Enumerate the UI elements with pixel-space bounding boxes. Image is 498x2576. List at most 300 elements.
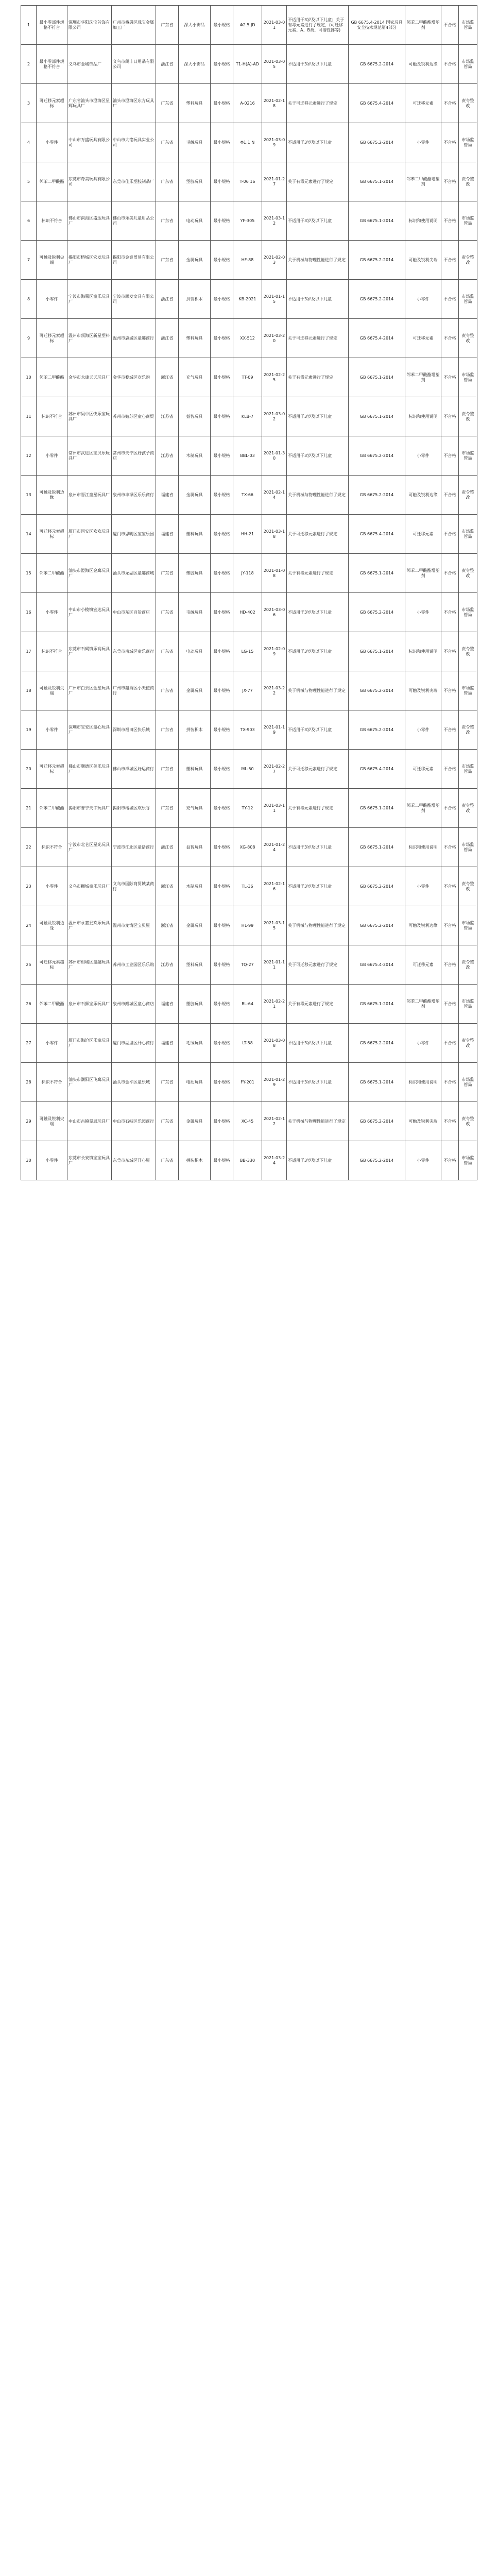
standard-code: GB 6675.2-2014 (349, 1141, 405, 1180)
model: JX-77 (233, 671, 262, 710)
province: 江苏省 (156, 397, 179, 436)
standard-code: GB 6675.1-2014 (349, 358, 405, 397)
model: T1-H(A)-AD (233, 45, 262, 84)
failed-item: 可触及锐利边缘 (405, 476, 441, 515)
seller: 苏州市工业园区乐乐购 (112, 945, 156, 985)
category: 最小零部件规格不符合 (37, 6, 67, 45)
standard-desc: 关于可迁移元素进行了规定 (287, 515, 349, 554)
product-name: 塑料玩具 (179, 319, 211, 358)
standard-code: GB 6675.1-2014 (349, 789, 405, 828)
product-name: 益智玩具 (179, 828, 211, 867)
category: 最小零部件规格不符合 (37, 45, 67, 84)
standard-code: GB 6675.1-2014 (349, 554, 405, 593)
province: 浙江省 (156, 280, 179, 319)
row-number: 9 (21, 319, 37, 358)
handling: 责令整改 (459, 241, 477, 280)
handling: 责令整改 (459, 1024, 477, 1063)
standard-code: GB 6675.4-2014 (349, 515, 405, 554)
result: 不合格 (441, 162, 459, 201)
standard-code: GB 6675.2-2014 (349, 671, 405, 710)
model: BBL-03 (233, 436, 262, 476)
table-row (21, 436, 477, 476)
category: 小零件 (37, 593, 67, 632)
product-name: 电动玩具 (179, 201, 211, 241)
row-number: 7 (21, 241, 37, 280)
handling: 市场监管局 (459, 750, 477, 789)
category: 可触及锐利边缘 (37, 476, 67, 515)
seller: 泉州市丰泽区乐乐商行 (112, 476, 156, 515)
category: 可迁移元素超标 (37, 84, 67, 123)
table-row (21, 397, 477, 436)
production-date: 2021-03-12 (262, 201, 287, 241)
handling: 责令整改 (459, 632, 477, 671)
manufacturer: 金华市永康天天玩具厂 (67, 358, 112, 397)
handling: 责令整改 (459, 867, 477, 906)
standard-desc: 不适用于3岁及以下儿童 (287, 632, 349, 671)
province: 广东省 (156, 1063, 179, 1102)
spec-type: 最小规格 (211, 397, 233, 436)
handling: 责令整改 (459, 319, 477, 358)
model: KB-2021 (233, 280, 262, 319)
result: 不合格 (441, 632, 459, 671)
model: BB-330 (233, 1141, 262, 1180)
manufacturer: 深圳市宝安区童心玩具厂 (67, 710, 112, 750)
province: 浙江省 (156, 45, 179, 84)
spec-type: 最小规格 (211, 6, 233, 45)
product-name: 塑料玩具 (179, 945, 211, 985)
model: Φ2.5 JD (233, 6, 262, 45)
failed-item: 小零件 (405, 1024, 441, 1063)
standard-code: GB 6675.2-2014 (349, 241, 405, 280)
standard-desc: 不适用于3岁及以下儿童 (287, 710, 349, 750)
province: 广东省 (156, 6, 179, 45)
row-number: 5 (21, 162, 37, 201)
table-row (21, 710, 477, 750)
spec-type: 最小规格 (211, 436, 233, 476)
failed-item: 标识和使用说明 (405, 828, 441, 867)
row-number: 3 (21, 84, 37, 123)
seller: 佛山市乐美儿童用品公司 (112, 201, 156, 241)
failed-item: 小零件 (405, 436, 441, 476)
standard-code: GB 6675.2-2014 (349, 1102, 405, 1141)
product-name: 拼装积木 (179, 280, 211, 319)
category: 小零件 (37, 1024, 67, 1063)
handling: 市场监管局 (459, 985, 477, 1024)
handling: 市场监管局 (459, 671, 477, 710)
category: 可迁移元素超标 (37, 515, 67, 554)
product-name: 拼装积木 (179, 1141, 211, 1180)
model: XC-45 (233, 1102, 262, 1141)
table-row (21, 1024, 477, 1063)
manufacturer: 常州市武进区宝贝乐玩具厂 (67, 436, 112, 476)
seller: 揭阳市榕城区欢乐谷 (112, 789, 156, 828)
manufacturer: 宁波市海曙区童乐玩具厂 (67, 280, 112, 319)
manufacturer: 揭阳市榕城区宏发玩具厂 (67, 241, 112, 280)
production-date: 2021-01-24 (262, 828, 287, 867)
seller: 中山市大铭玩具实业公司 (112, 123, 156, 162)
standard-code: GB 6675.4-2014 (349, 84, 405, 123)
spec-type: 最小规格 (211, 985, 233, 1024)
handling: 市场监管局 (459, 828, 477, 867)
seller: 中山市石岐区乐园商行 (112, 1102, 156, 1141)
spec-type: 最小规格 (211, 710, 233, 750)
row-number: 14 (21, 515, 37, 554)
standard-desc: 不适用于3岁及以下儿童 (287, 867, 349, 906)
failed-item: 可触及锐利边缘 (405, 45, 441, 84)
standard-desc: 关于有毒元素进行了规定 (287, 554, 349, 593)
standard-desc: 关于可迁移元素进行了规定 (287, 750, 349, 789)
seller: 佛山市禅城区好运商行 (112, 750, 156, 789)
result: 不合格 (441, 750, 459, 789)
table-row (21, 789, 477, 828)
spec-type: 最小规格 (211, 1102, 233, 1141)
province: 福建省 (156, 985, 179, 1024)
table-row (21, 1102, 477, 1141)
province: 广东省 (156, 123, 179, 162)
model: HL-99 (233, 906, 262, 945)
production-date: 2021-02-27 (262, 750, 287, 789)
table-row (21, 358, 477, 397)
standard-code: GB 6675.2-2014 (349, 1024, 405, 1063)
failed-item: 标识和使用说明 (405, 397, 441, 436)
failed-item: 可触及锐利边缘 (405, 906, 441, 945)
product-name: 塑料玩具 (179, 750, 211, 789)
failed-item: 可触及锐利尖端 (405, 241, 441, 280)
row-number: 4 (21, 123, 37, 162)
seller: 义乌市国际商贸城某商行 (112, 867, 156, 906)
province: 浙江省 (156, 358, 179, 397)
seller: 苏州市姑苏区童心商贸 (112, 397, 156, 436)
production-date: 2021-03-02 (262, 397, 287, 436)
production-date: 2021-01-08 (262, 554, 287, 593)
spec-type: 最小规格 (211, 241, 233, 280)
result: 不合格 (441, 280, 459, 319)
province: 浙江省 (156, 867, 179, 906)
product-name: 金属玩具 (179, 241, 211, 280)
result: 不合格 (441, 789, 459, 828)
production-date: 2021-03-09 (262, 123, 287, 162)
manufacturer: 泉州市晋江童星玩具厂 (67, 476, 112, 515)
production-date: 2021-02-03 (262, 241, 287, 280)
product-name: 木制玩具 (179, 436, 211, 476)
result: 不合格 (441, 476, 459, 515)
standard-desc: 不适用于3岁及以下儿童 (287, 436, 349, 476)
production-date: 2021-03-24 (262, 1141, 287, 1180)
standard-desc: 关于有毒元素进行了规定 (287, 985, 349, 1024)
product-name: 金属玩具 (179, 1102, 211, 1141)
table-row (21, 6, 477, 45)
table-row (21, 241, 477, 280)
standard-desc: 关于机械与物理性能进行了规定 (287, 906, 349, 945)
failed-item: 邻苯二甲酸酯增塑剂 (405, 554, 441, 593)
standard-desc: 不适用于3岁及以下儿童 (287, 1141, 349, 1180)
province: 广东省 (156, 1102, 179, 1141)
table-row (21, 162, 477, 201)
spec-type: 最小规格 (211, 358, 233, 397)
province: 江苏省 (156, 945, 179, 985)
handling: 市场监管局 (459, 906, 477, 945)
spec-type: 最小规格 (211, 593, 233, 632)
handling: 市场监管局 (459, 6, 477, 45)
result: 不合格 (441, 554, 459, 593)
manufacturer: 苏州市相城区童趣玩具厂 (67, 945, 112, 985)
category: 可迁移元素超标 (37, 319, 67, 358)
category: 邻苯二甲酸酯 (37, 162, 67, 201)
manufacturer: 厦门市海沧区乐童玩具厂 (67, 1024, 112, 1063)
table-row (21, 867, 477, 906)
category: 标识不符合 (37, 397, 67, 436)
standard-desc: 不适用于3岁及以下儿童 (287, 1063, 349, 1102)
manufacturer: 广州市白云区金星玩具厂 (67, 671, 112, 710)
spec-type: 最小规格 (211, 123, 233, 162)
failed-item: 标识和使用说明 (405, 201, 441, 241)
category: 可迁移元素超标 (37, 945, 67, 985)
standard-code: GB 6675.2-2014 (349, 45, 405, 84)
spec-type: 最小规格 (211, 945, 233, 985)
production-date: 2021-01-29 (262, 1063, 287, 1102)
result: 不合格 (441, 828, 459, 867)
province: 广东省 (156, 201, 179, 241)
production-date: 2021-02-14 (262, 476, 287, 515)
product-name: 充气玩具 (179, 358, 211, 397)
handling: 市场监管局 (459, 45, 477, 84)
manufacturer: 义乌市稠城童乐玩具厂 (67, 867, 112, 906)
seller: 中山市东区百货商店 (112, 593, 156, 632)
table-row (21, 750, 477, 789)
production-date: 2021-03-06 (262, 593, 287, 632)
seller: 广州市越秀区小天使商行 (112, 671, 156, 710)
handling: 市场监管局 (459, 280, 477, 319)
manufacturer: 东莞市长安镇宝宝玩具厂 (67, 1141, 112, 1180)
result: 不合格 (441, 1141, 459, 1180)
production-date: 2021-01-15 (262, 280, 287, 319)
product-name: 金属玩具 (179, 671, 211, 710)
category: 可触及锐利尖端 (37, 1102, 67, 1141)
model: YF-305 (233, 201, 262, 241)
standard-desc: 关于有毒元素进行了规定 (287, 358, 349, 397)
model: TQ-27 (233, 945, 262, 985)
spec-type: 最小规格 (211, 476, 233, 515)
province: 江苏省 (156, 436, 179, 476)
spec-type: 最小规格 (211, 515, 233, 554)
spec-type: 最小规格 (211, 828, 233, 867)
standard-desc: 关于可迁移元素进行了规定 (287, 945, 349, 985)
province: 广东省 (156, 1141, 179, 1180)
production-date: 2021-02-25 (262, 358, 287, 397)
category: 邻苯二甲酸酯 (37, 985, 67, 1024)
seller: 泉州市鲤城区童心商店 (112, 985, 156, 1024)
manufacturer: 深圳市华阳珠宝首饰有限公司 (67, 6, 112, 45)
seller: 东莞市南城区童乐商行 (112, 632, 156, 671)
standard-desc: 关于机械与物理性能进行了规定 (287, 476, 349, 515)
category: 邻苯二甲酸酯 (37, 358, 67, 397)
province: 广东省 (156, 554, 179, 593)
production-date: 2021-03-15 (262, 906, 287, 945)
production-date: 2021-01-27 (262, 162, 287, 201)
province: 广东省 (156, 671, 179, 710)
category: 可迁移元素超标 (37, 750, 67, 789)
table-row (21, 476, 477, 515)
production-date: 2021-02-12 (262, 1102, 287, 1141)
manufacturer: 宁波市北仑区星光玩具厂 (67, 828, 112, 867)
failed-item: 邻苯二甲酸酯增塑剂 (405, 985, 441, 1024)
seller: 汕头市龙湖区童趣商城 (112, 554, 156, 593)
handling: 责令整改 (459, 84, 477, 123)
row-number: 15 (21, 554, 37, 593)
row-number: 13 (21, 476, 37, 515)
model: TX-903 (233, 710, 262, 750)
standard-code: GB 6675.2-2014 (349, 710, 405, 750)
production-date: 2021-03-01 (262, 6, 287, 45)
spec-type: 最小规格 (211, 671, 233, 710)
row-number: 8 (21, 280, 37, 319)
province: 广东省 (156, 593, 179, 632)
result: 不合格 (441, 6, 459, 45)
row-number: 12 (21, 436, 37, 476)
seller: 东莞市佳乐塑胶制品厂 (112, 162, 156, 201)
failed-item: 小零件 (405, 1141, 441, 1180)
manufacturer: 中山市小榄镇宏达玩具厂 (67, 593, 112, 632)
product-name: 深大小饰品 (179, 45, 211, 84)
seller: 常州市天宁区好孩子商店 (112, 436, 156, 476)
table-row (21, 280, 477, 319)
product-name: 毛绒玩具 (179, 593, 211, 632)
row-number: 6 (21, 201, 37, 241)
table-row (21, 906, 477, 945)
spec-type: 最小规格 (211, 84, 233, 123)
production-date: 2021-01-30 (262, 436, 287, 476)
production-date: 2021-03-20 (262, 319, 287, 358)
manufacturer: 中山市万盛玩具有限公司 (67, 123, 112, 162)
province: 福建省 (156, 476, 179, 515)
product-name: 塑胶玩具 (179, 554, 211, 593)
production-date: 2021-03-22 (262, 671, 287, 710)
province: 广东省 (156, 84, 179, 123)
spec-type: 最小规格 (211, 280, 233, 319)
row-number: 25 (21, 945, 37, 985)
standard-code: GB 6675.2-2014 (349, 280, 405, 319)
province: 浙江省 (156, 828, 179, 867)
product-name: 益智玩具 (179, 397, 211, 436)
handling: 市场监管局 (459, 436, 477, 476)
standard-code: GB 6675.1-2014 (349, 1063, 405, 1102)
production-date: 2021-03-18 (262, 515, 287, 554)
model: ML-50 (233, 750, 262, 789)
result: 不合格 (441, 1102, 459, 1141)
product-name: 金属玩具 (179, 906, 211, 945)
result: 不合格 (441, 593, 459, 632)
results-table (21, 5, 477, 1180)
row-number: 29 (21, 1102, 37, 1141)
seller: 温州市龙湾区宝贝屋 (112, 906, 156, 945)
standard-desc: 不适用于3岁及以下儿童 (287, 1024, 349, 1063)
product-name: 拼装积木 (179, 710, 211, 750)
model: KLB-7 (233, 397, 262, 436)
province: 福建省 (156, 515, 179, 554)
product-name: 木制玩具 (179, 867, 211, 906)
table-row (21, 671, 477, 710)
production-date: 2021-01-11 (262, 945, 287, 985)
province: 广东省 (156, 632, 179, 671)
failed-item: 小零件 (405, 123, 441, 162)
seller: 义乌市朗丰日用品有限公司 (112, 45, 156, 84)
handling: 市场监管局 (459, 1063, 477, 1102)
table-row (21, 1063, 477, 1102)
product-name: 塑料玩具 (179, 84, 211, 123)
province: 广东省 (156, 750, 179, 789)
standard-desc: 不适用于3岁及以下儿童；关于有毒元素进行了规定，(可迁移元素、A、B类、可溶性锑等) (287, 6, 349, 45)
failed-item: 小零件 (405, 280, 441, 319)
product-name: 毛绒玩具 (179, 1024, 211, 1063)
row-number: 23 (21, 867, 37, 906)
spec-type: 最小规格 (211, 201, 233, 241)
province: 浙江省 (156, 319, 179, 358)
spec-type: 最小规格 (211, 789, 233, 828)
handling: 责令整改 (459, 554, 477, 593)
standard-desc: 不适用于3岁及以下儿童 (287, 123, 349, 162)
row-number: 24 (21, 906, 37, 945)
manufacturer: 义乌市金城饰品厂 (67, 45, 112, 84)
handling: 市场监管局 (459, 201, 477, 241)
standard-desc: 不适用于3岁及以下儿童 (287, 397, 349, 436)
table-row (21, 123, 477, 162)
model: HF-88 (233, 241, 262, 280)
seller: 揭阳市金泰贸易有限公司 (112, 241, 156, 280)
standard-code: GB 6675.2-2014 (349, 593, 405, 632)
table-row (21, 985, 477, 1024)
handling: 责令整改 (459, 162, 477, 201)
standard-code: GB 6675.1-2014 (349, 828, 405, 867)
row-number: 21 (21, 789, 37, 828)
table-row (21, 45, 477, 84)
seller: 宁波市顺发文具有限公司 (112, 280, 156, 319)
model: LT-58 (233, 1024, 262, 1063)
category: 标识不符合 (37, 1063, 67, 1102)
manufacturer: 汕头市澄海区金鹰玩具厂 (67, 554, 112, 593)
failed-item: 可迁移元素 (405, 84, 441, 123)
result: 不合格 (441, 945, 459, 985)
model: A-0216 (233, 84, 262, 123)
seller: 温州市鹿城区童趣商行 (112, 319, 156, 358)
result: 不合格 (441, 867, 459, 906)
handling: 责令整改 (459, 397, 477, 436)
handling: 市场监管局 (459, 358, 477, 397)
model: HD-402 (233, 593, 262, 632)
failed-item: 小零件 (405, 867, 441, 906)
row-number: 26 (21, 985, 37, 1024)
product-name: 深大小饰品 (179, 6, 211, 45)
spec-type: 最小规格 (211, 632, 233, 671)
standard-code: GB 6675.1-2014 (349, 985, 405, 1024)
row-number: 10 (21, 358, 37, 397)
row-number: 2 (21, 45, 37, 84)
seller: 深圳市福田区快乐城 (112, 710, 156, 750)
failed-item: 可触及锐利尖端 (405, 671, 441, 710)
product-name: 充气玩具 (179, 789, 211, 828)
failed-item: 标识和使用说明 (405, 632, 441, 671)
standard-code: GB 6675.2-2014 (349, 123, 405, 162)
result: 不合格 (441, 84, 459, 123)
standard-desc: 关于有毒元素进行了规定 (287, 162, 349, 201)
table-row (21, 84, 477, 123)
category: 标识不符合 (37, 201, 67, 241)
production-date: 2021-03-11 (262, 789, 287, 828)
standard-code: GB 6675.1-2014 (349, 162, 405, 201)
model: HH-21 (233, 515, 262, 554)
category: 标识不符合 (37, 632, 67, 671)
table-row (21, 201, 477, 241)
product-name: 电动玩具 (179, 632, 211, 671)
